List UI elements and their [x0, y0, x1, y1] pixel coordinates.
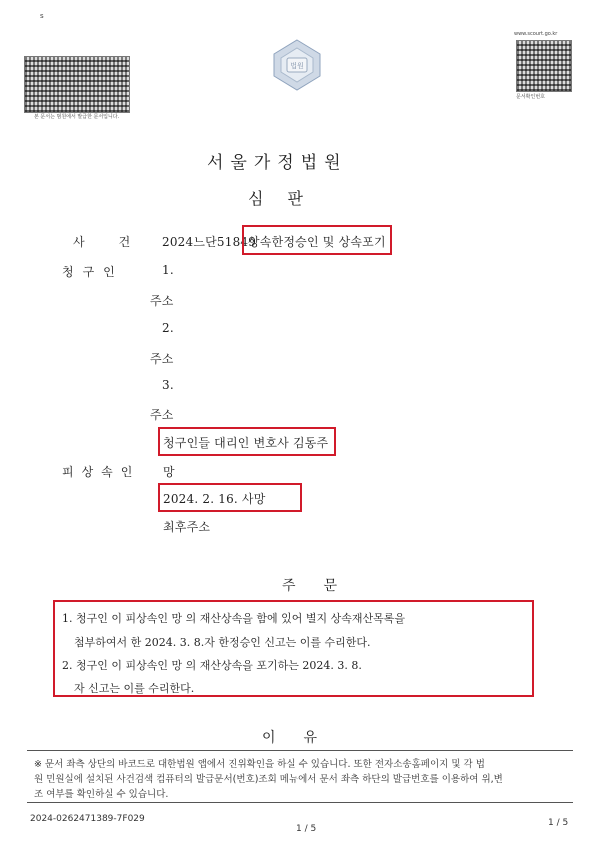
document-type: 심판	[248, 189, 327, 208]
order-line: 2. 청구인 이 피상속인 망 의 재산상속을 포기하는 2024. 3. 8.	[62, 659, 362, 672]
court-name: 서울가정법원	[207, 153, 348, 173]
footer-note-line: 원 민원실에 설치된 사건검색 컴퓨터의 발급문서(번호)조회 메뉴에서 문서 좌측 하단의 발급번호를 이용하여 위,변	[34, 774, 503, 785]
top-mark: s	[40, 12, 44, 20]
left-barcode-caption: 본 문서는 범원에서 발급한 문서입니다.	[34, 114, 120, 120]
claimant-number: 1.	[162, 263, 174, 277]
claimants-agent: 청구인들 대리인 변호사 김동주	[163, 436, 329, 450]
document-id: 2024-0262471389-7F029	[30, 814, 145, 824]
claimants-label: 청구인	[62, 265, 124, 279]
order-line: 자 신고는 이를 수리한다.	[74, 682, 195, 695]
right-qr-code	[516, 40, 572, 92]
reason-heading: 이유	[262, 730, 346, 746]
right-code-caption: 문서확인번호	[516, 94, 545, 100]
decedent-label: 피상속인	[62, 465, 141, 479]
case-label: 사건	[73, 235, 165, 249]
footer-divider-bottom	[27, 802, 573, 803]
footer-note-line: 조 여부를 확인하실 수 있습니다.	[34, 789, 169, 800]
footer-divider	[27, 750, 573, 751]
claimant-address: 주소	[150, 294, 174, 308]
claimant-number: 3.	[162, 378, 174, 392]
emblem-text: 법원	[290, 62, 304, 70]
page-indicator-right: 1 / 5	[548, 818, 569, 828]
right-url: www.scourt.go.kr	[514, 31, 558, 37]
decedent-prefix: 망	[163, 465, 175, 479]
footer-note-line: ※ 문서 좌측 상단의 바코드로 대한법원 앱에서 진위확인을 하실 수 있습니다. 또한 전자소송홈페이지 및 각 법	[34, 759, 485, 770]
left-barcode	[24, 56, 130, 113]
court-emblem-icon	[270, 38, 324, 92]
page-indicator: 1 / 5	[296, 824, 317, 834]
claimant-number: 2.	[162, 321, 174, 335]
order-line: 첨부하여서 한 2024. 3. 8.자 한정승인 신고는 이를 수리한다.	[74, 636, 371, 649]
case-number: 2024느단51849	[162, 235, 257, 249]
case-name: 상속한정승인 및 상속포기	[248, 235, 386, 249]
claimant-address: 주소	[150, 352, 174, 366]
decedent-last-address: 최후주소	[163, 520, 211, 534]
claimant-address: 주소	[150, 408, 174, 422]
order-line: 1. 청구인 이 피상속인 망 의 재산상속을 함에 있어 별지 상속재산목록을	[62, 612, 405, 625]
decedent-death-date: 2024. 2. 16. 사망	[163, 492, 266, 506]
order-heading: 주문	[282, 578, 366, 594]
